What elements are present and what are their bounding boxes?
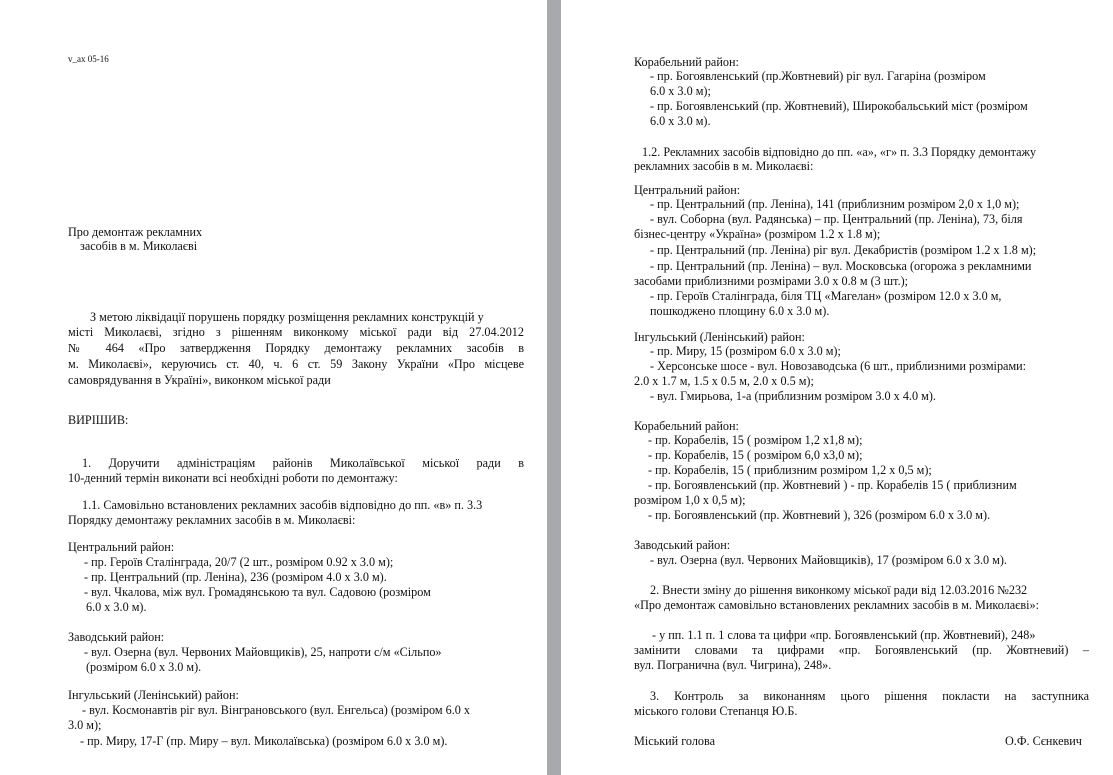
list-item: - пр. Центральний (пр. Леніна) ріг вул. Декабристів (розміром 1.2 х 1.8 м);	[650, 243, 1037, 257]
list-item: - пр. Богоявленський (пр.Жовтневий) ріг вул. Гагаріна (розміром	[650, 69, 986, 83]
item1-line: 1. Доручити адміністраціям районів Миколаївської міської ради в	[82, 456, 524, 470]
list-item: - Херсонське шосе - вул. Новозаводська (6 шт., приблизними розмірами:	[650, 359, 1027, 373]
item3-line: міського голови Степанця Ю.Б.	[634, 704, 798, 718]
item2-sub-line: вул. Погранична (вул. Чигрина), 248».	[634, 658, 832, 672]
signature-name: О.Ф. Сєнкевич	[1005, 734, 1082, 748]
list-item: 6.0 х 3.0 м).	[86, 600, 147, 614]
item3-line: 3. Контроль за виконанням цього рішення покласти на заступника	[650, 689, 1089, 703]
list-item: - пр. Богоявленський (пр. Жовтневий ) - пр. Корабелів 15 ( приблизним	[648, 478, 1017, 492]
decision-heading: ВИРІШИВ:	[68, 413, 129, 427]
preamble-line: м. Миколаєві», керуючись ст. 40, ч. 6 ст. 59 Закону України «Про місцеве	[68, 357, 524, 371]
item1-1-line: 1.1. Самовільно встановлених рекламних засобів відповідно до пп. «в» п. 3.3	[82, 498, 483, 512]
item2-sub-line: замінити словами та цифрами «пр. Богоявленський (пр. Жовтневий) –	[634, 643, 1089, 657]
list-item: розміром 1,0 х 0,5 м);	[634, 493, 746, 507]
list-item: - вул. Озерна (вул. Червоних Майовщиків), 25, напроти с/м «Сільпо»	[84, 645, 442, 659]
district-heading: Корабельний район:	[634, 419, 739, 433]
list-item: - пр. Корабелів, 15 ( розміром 1,2 х1,8 м);	[648, 433, 863, 447]
item1-2-line: рекламних засобів в м. Миколаєві:	[634, 159, 814, 173]
signature-role: Міський голова	[634, 734, 716, 748]
document-page-right	[561, 0, 1113, 775]
list-item: - вул. Космонавтів ріг вул. Вінграновського (вул. Енгельса) (розміром 6.0 х	[82, 703, 470, 717]
district-heading: Інгульський (Ленінський) район:	[68, 688, 239, 702]
list-item: 2.0 х 1.7 м, 1.5 х 0.5 м, 2.0 х 0.5 м);	[634, 374, 814, 388]
item1-2-line: 1.2. Рекламних засобів відповідно до пп. «а», «г» п. 3.3 Порядку демонтажу	[642, 145, 1037, 159]
list-item: - вул. Чкалова, між вул. Громадянською та вул. Садовою (розміром	[84, 585, 431, 599]
list-item: - пр. Миру, 17-Г (пр. Миру – вул. Миколаївська) (розміром 6.0 х 3.0 м).	[80, 734, 448, 748]
item2-line: 2. Внести зміну до рішення виконкому міської ради від 12.03.2016 №232	[650, 583, 1028, 597]
document-page-left	[0, 0, 547, 775]
item1-1-line: Порядку демонтажу рекламних засобів в м. Миколаєві:	[68, 513, 356, 527]
doc-title-line: засобів в м. Миколаєві	[80, 239, 198, 253]
list-item: - вул. Озерна (вул. Червоних Майовщиків), 17 (розміром 6.0 х 3.0 м).	[650, 553, 1007, 567]
list-item: бізнес-центру «Україна» (розміром 1.2 х 1.8 м);	[634, 227, 881, 241]
page-gutter	[547, 0, 561, 775]
doc-title-line: Про демонтаж рекламних	[68, 225, 203, 239]
list-item: - вул. Соборна (вул. Радянська) – пр. Центральний (пр. Леніна), 73, біля	[650, 212, 1023, 226]
list-item: - пр. Центральний (пр. Леніна), 236 (розміром 4.0 х 3.0 м).	[84, 570, 387, 584]
list-item: - пр. Корабелів, 15 ( розміром 6,0 х3,0 м);	[648, 448, 863, 462]
list-item: - пр. Героїв Сталінграда, біля ТЦ «Магелан» (розміром 12.0 х 3.0 м,	[650, 289, 1002, 303]
list-item: пошкоджено площину 6.0 х 3.0 м).	[650, 304, 830, 318]
list-item: - пр. Центральний (пр. Леніна), 141 (приблизним розміром 2,0 х 1,0 м);	[650, 197, 1020, 211]
preamble-line: З метою ліквідації порушень порядку розміщення рекламних конструкцій у	[90, 310, 484, 324]
preamble-line: № 464 «Про затвердження Порядку демонтажу рекламних засобів в	[68, 341, 524, 355]
list-item: - пр. Корабелів, 15 ( приблизним розміром 1,2 х 0,5 м);	[648, 463, 932, 477]
item1-line: 10-денний термін виконати всі необхідні роботи по демонтажу:	[68, 471, 398, 485]
item2-sub-line: - у пп. 1.1 п. 1 слова та цифри «пр. Богоявленський (пр. Жовтневий), 248»	[652, 628, 1036, 642]
list-item: 3.0 м);	[68, 718, 102, 732]
list-item: - пр. Центральний (пр. Леніна) – вул. Московська (огорожа з рекламними	[650, 259, 1032, 273]
list-item: - пр. Богоявленський (пр. Жовтневий ), 326 (розміром 6.0 х 3.0 м).	[648, 508, 991, 522]
doc-code: v_ax 05-16	[68, 54, 109, 64]
preamble-line: місті Миколаєві, згідно з рішенням виконкому міської ради від 27.04.2012	[68, 325, 524, 339]
district-heading: Заводський район:	[634, 538, 731, 552]
item2-line: «Про демонтаж самовільно встановлених рекламних засобів в м. Миколаєві»:	[634, 598, 1039, 612]
district-heading: Центральний район:	[634, 183, 741, 197]
district-heading: Інгульський (Ленінський) район:	[634, 330, 805, 344]
district-heading: Центральний район:	[68, 540, 175, 554]
district-heading: Корабельний район:	[634, 55, 739, 69]
list-item: - пр. Богоявленський (пр. Жовтневий), Широкобальський міст (розміром	[650, 99, 1028, 113]
list-item: 6.0 х 3.0 м).	[650, 114, 711, 128]
list-item: засобами приблизними розмірами 3.0 х 0.8 м (3 шт.);	[634, 274, 909, 288]
district-heading: Заводський район:	[68, 630, 165, 644]
list-item: - вул. Гмирьова, 1-а (приблизним розміром 3.0 х 4.0 м).	[650, 389, 936, 403]
list-item: - пр. Героїв Сталінграда, 20/7 (2 шт., розміром 0.92 х 3.0 м);	[84, 555, 394, 569]
list-item: - пр. Миру, 15 (розміром 6.0 х 3.0 м);	[650, 344, 841, 358]
preamble-line: самоврядування в Україні», виконком міської ради	[68, 373, 331, 387]
list-item: (розміром 6.0 х 3.0 м).	[86, 660, 202, 674]
list-item: 6.0 х 3.0 м);	[650, 84, 711, 98]
